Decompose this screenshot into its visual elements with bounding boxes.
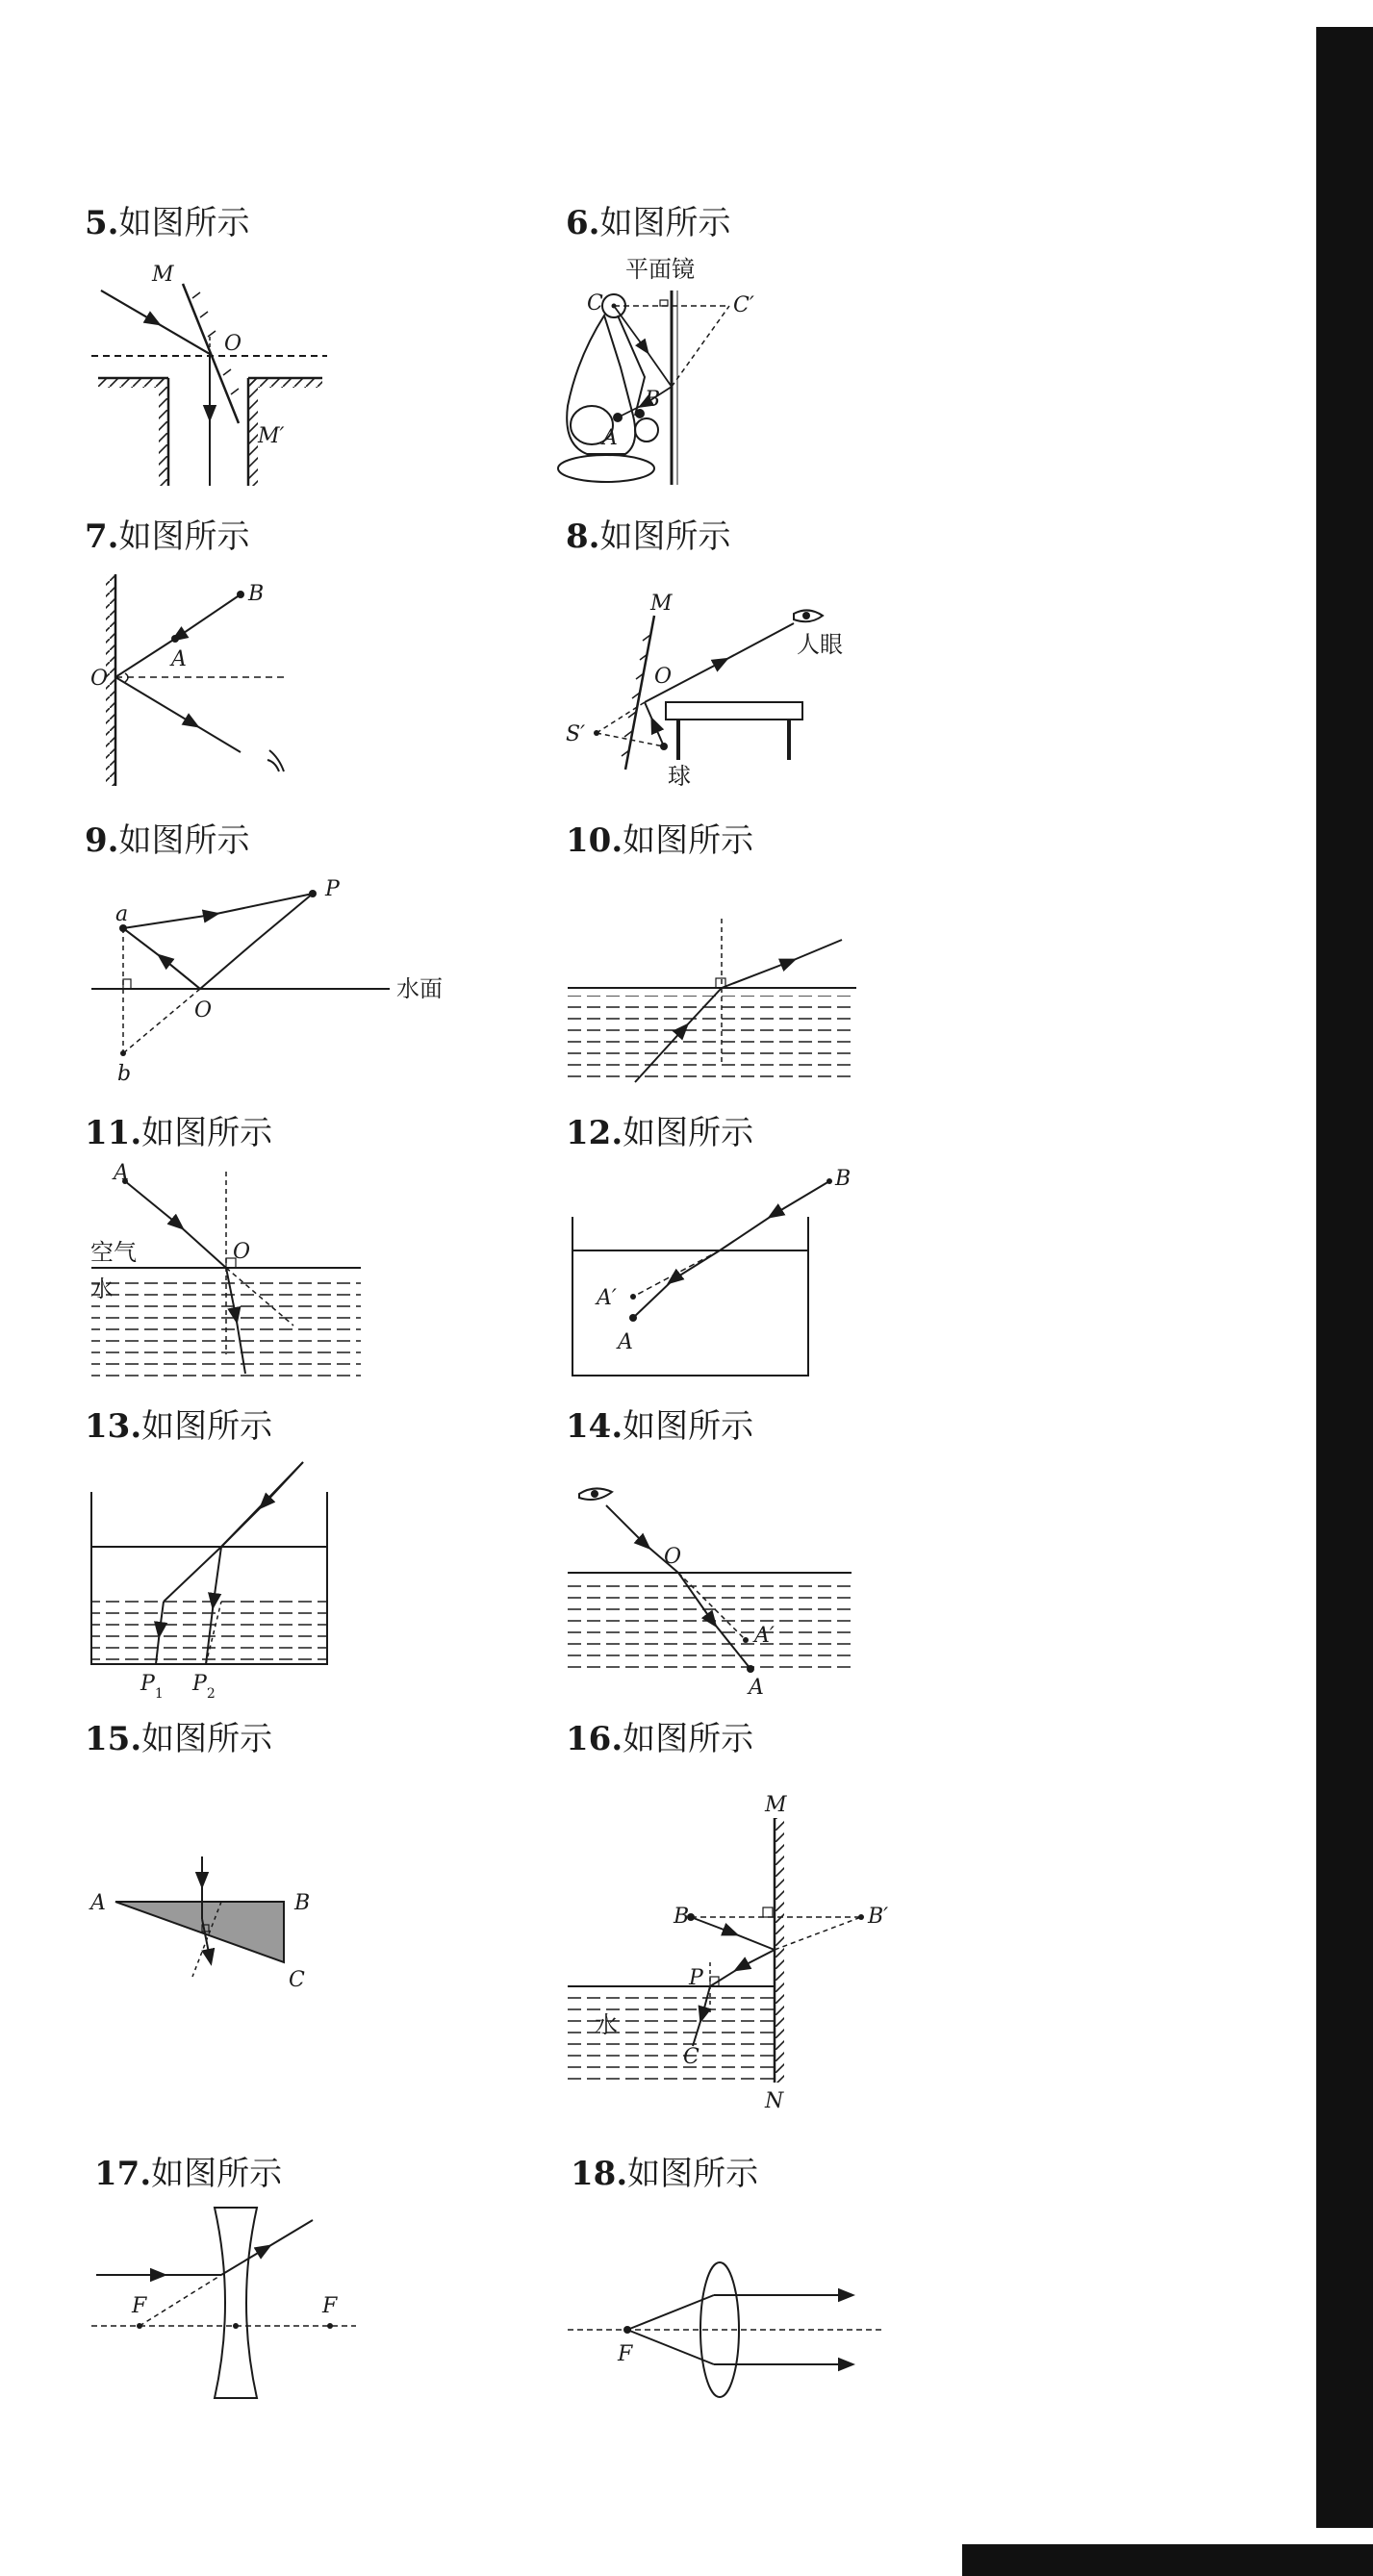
problem-number: 17.	[94, 2155, 152, 2193]
label-A: A	[114, 1161, 129, 1185]
label-a: a	[115, 902, 129, 926]
label-B: B	[248, 582, 265, 606]
label-eye: 人眼	[797, 631, 843, 658]
label-water: 水	[90, 1275, 114, 1302]
heading-text: 如图所示	[627, 2155, 759, 2193]
label-P: P	[689, 1966, 703, 1990]
figure-9-water-reflection	[87, 871, 471, 1086]
label-C: C	[289, 1968, 305, 1992]
label-O: O	[90, 667, 109, 691]
label-A: A	[602, 426, 618, 450]
label-C-prime: C′	[733, 293, 754, 317]
figure-16-mirror-water	[568, 1784, 914, 2111]
problem-number: 8.	[566, 518, 600, 556]
figure-13-two-liquids	[87, 1457, 346, 1702]
problem-number: 11.	[85, 1114, 142, 1152]
heading-text: 如图所示	[118, 518, 250, 556]
label-O: O	[194, 998, 213, 1023]
figure-8-mirror-ball	[558, 587, 843, 798]
label-water: 水	[595, 2011, 618, 2038]
label-M: M	[765, 1793, 787, 1817]
problem-number: 9.	[85, 821, 119, 860]
label-N: N	[765, 2089, 784, 2113]
problem-number: 14.	[566, 1407, 623, 1446]
figure-6-mirror-doll	[548, 252, 779, 492]
problem-heading	[566, 1400, 753, 1447]
heading-text: 如图所示	[141, 1407, 273, 1446]
heading-text: 如图所示	[141, 1114, 273, 1152]
label-B: B	[835, 1167, 852, 1191]
problem-number: 10.	[566, 821, 623, 860]
label-M: M	[650, 592, 673, 616]
label-B: B	[674, 1905, 690, 1929]
label-M-prime: M′	[258, 424, 285, 448]
label-F-right: F	[322, 2294, 338, 2318]
label-O: O	[224, 332, 242, 356]
label-S-prime: S′	[566, 722, 586, 746]
heading-text: 如图所示	[623, 1114, 754, 1152]
problem-heading	[566, 196, 731, 243]
problem-number: 6.	[566, 204, 600, 242]
heading-text: 如图所示	[141, 1720, 273, 1758]
heading-text: 如图所示	[151, 2155, 283, 2193]
figure-14-eye-water	[568, 1477, 856, 1698]
heading-text: 如图所示	[623, 1720, 754, 1758]
label-B-prime: B′	[868, 1905, 889, 1929]
label-O: O	[664, 1545, 682, 1569]
label-A-prime: A′	[754, 1624, 775, 1648]
problem-heading	[566, 814, 753, 861]
figure-18-convex-lens	[568, 2260, 895, 2414]
problem-number: 13.	[85, 1407, 142, 1446]
problem-heading	[85, 1106, 272, 1153]
page-edge-shadow	[1316, 27, 1373, 2528]
label-F: F	[618, 2342, 633, 2366]
heading-text: 如图所示	[118, 204, 250, 242]
problem-heading	[566, 1106, 753, 1153]
figure-15-prism	[87, 1852, 346, 1996]
label-O: O	[233, 1240, 251, 1264]
label-ball: 球	[668, 763, 691, 790]
label-P: P	[325, 877, 340, 901]
heading-text: 如图所示	[623, 1407, 754, 1446]
label-O: O	[654, 665, 673, 689]
problem-number: 15.	[85, 1720, 142, 1758]
problem-heading	[94, 2147, 282, 2194]
problem-heading	[85, 1400, 272, 1447]
problem-heading	[571, 2147, 758, 2194]
figure-11-air-water	[87, 1162, 366, 1388]
label-F-left: F	[132, 2294, 147, 2318]
label-B: B	[645, 388, 661, 412]
label-P1: $P_1$	[140, 1672, 164, 1702]
problem-heading	[85, 1712, 272, 1759]
problem-number: 5.	[85, 204, 119, 242]
label-C: C	[683, 2045, 699, 2069]
problem-heading	[566, 510, 731, 557]
figure-7-mirror-eye	[87, 569, 318, 791]
label-A: A	[90, 1891, 106, 1915]
label-A: A	[171, 647, 187, 671]
heading-text: 如图所示	[599, 518, 731, 556]
label-A: A	[618, 1330, 633, 1354]
label-P2: $P_2$	[192, 1672, 216, 1702]
heading-text: 如图所示	[118, 821, 250, 860]
problem-number: 7.	[85, 518, 119, 556]
problem-number: 18.	[571, 2155, 628, 2193]
label-plane-mirror: 平面镜	[625, 256, 695, 283]
label-M: M	[152, 263, 174, 287]
label-air: 空气	[90, 1239, 137, 1266]
heading-text: 如图所示	[599, 204, 731, 242]
problem-number: 16.	[566, 1720, 623, 1758]
label-A: A	[749, 1676, 764, 1700]
problem-heading	[566, 1712, 753, 1759]
figure-5-periscope	[87, 260, 337, 491]
problem-heading	[85, 510, 250, 557]
label-b: b	[117, 1062, 132, 1086]
label-water-surface: 水面	[396, 975, 443, 1002]
figure-12-container	[568, 1164, 856, 1380]
heading-text: 如图所示	[623, 821, 754, 860]
problem-heading	[85, 814, 250, 861]
figure-10-refraction	[568, 909, 866, 1092]
problem-heading	[85, 196, 250, 243]
figure-17-concave-lens	[91, 2203, 370, 2414]
problem-number: 12.	[566, 1114, 623, 1152]
label-C: C	[587, 291, 603, 316]
label-B: B	[294, 1891, 311, 1915]
page-edge-shadow-bottom	[962, 2544, 1373, 2576]
label-A-prime: A′	[597, 1286, 617, 1310]
